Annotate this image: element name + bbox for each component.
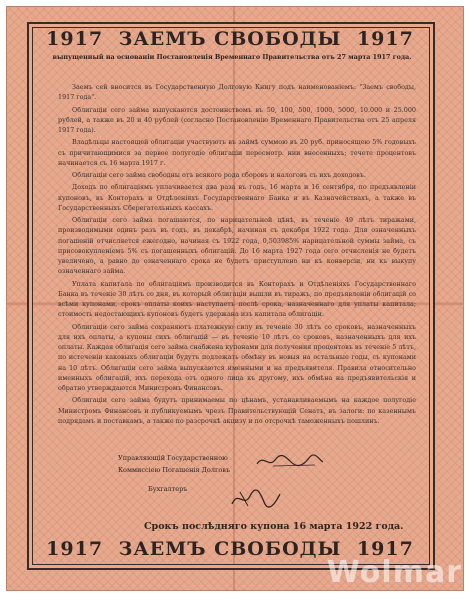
paragraph-2: Облигаціи сего займа выпускаются достоинствомъ въ 50, 100, 500, 1000, 5000, 10.000 и 25.000 рублей, а также въ 20 и 40 рублей (согласно Постановленію Временнаго Правительства отъ 25 апреля 1917 года).: [58, 105, 416, 134]
signature-label-commission: Коммиссіею Погашенія Долговъ: [118, 466, 231, 475]
footer-year-right: 1917: [356, 538, 414, 560]
paragraph-9: Облигаціи сего займа будутъ принимаемы по цѣнамъ, устанавливаемымъ на каждое полугодіе Министромъ Финансовъ и публикуемымъ чрезъ Правительствующій Сенатъ, въ залоги: по казеннымъ подрядамъ и поставкамъ, а также по разсрочкѣ акцизу и по отсрочкѣ таможенныхъ пошлинъ.: [58, 396, 416, 425]
paragraph-1: Заемъ сей вносится въ Государственную Долговую Книгу подъ наименованіемъ: "Заемъ свободы, 1917 года".: [58, 83, 416, 102]
paragraph-8: Облигаціи сего займа сохраняютъ платежную силу въ теченіе 30 лѣтъ со сроковъ, назначенныхъ для ихъ оплаты, а купоны сихъ облигацій — въ теченіе 10 лѣтъ со сроковъ, назначенныхъ для ихъ оплаты. Каждая облигація сего займа снабжена купонами для получения процентовъ въ теченіе 5 лѣтъ, по истеченіи каковыхъ облигаціи будутъ подлежать обмѣну въ новыя на остальные годы, съ купонами на 10 лѣтъ. Облигаціи сего займа выпускаются именными и на предъявителя. Правила относительно именныхъ облигацій, ихъ перехода отъ одного лица къ другому, ихъ обмѣна на предъявительскія и обратно утверждаются Министромъ Финансовъ.: [58, 322, 416, 392]
paragraph-3: Владѣльцы настоящей облигаціи участвуютъ въ займѣ суммою въ 20 руб. приносящею 5% годовыхъ съ причитающимися за первое полугодіе облигаціи пересмотр. нии внесенныхъ; течете процентовъ начинается съ 16 марта 1917 г.: [58, 138, 416, 167]
footer-year-left: 1917: [46, 538, 104, 560]
bond-terms-text: [58, 82, 416, 428]
header-subtitle: выпущенный на основаніи Постановленія Временнаго Правительства отъ 27 марта 1917 года.: [52, 53, 412, 61]
paragraph-6: Облигаціи сего займа погашаются, по нарицательной цѣнѣ, въ теченіе 49 лѣтъ тиражами, производимыми одинъ разъ въ годъ, въ декабрѣ, начиная съ декабря 1922 года. Для означенныхъ погашеній отчисляется ежегодно, начиная съ 1922 года, 0,503985% нарицательной суммы займа, съ присовокупленіемъ 5% съ погашенныхъ облигацій. До 16 марта 1927 года сего отчисленія не будетъ увеличено, а равно до означеннаго срока не будетъ приступлено ни къ конверсіи, ни къ выкупу означеннаго займа.: [58, 216, 416, 276]
coupon-deadline: Срокъ послѣдняго купона 16 марта 1922 года.: [144, 521, 404, 532]
signature-label-manager: Управляющій Государственною: [118, 454, 228, 462]
paragraph-7: Уплата капитала по облигаціямъ производится въ Конторахъ и Отдѣленіяхъ Государственнаго Банка въ теченіе 30 лѣтъ со дня, въ который облигаціи вышли въ тиражъ, по предъявленіи облигацій со всѣми купонами, срокъ оплаты коихъ наступаетъ послѣ срока, назначеннаго для уплаты капитала; стоимость недостающихъ купоновъ будетъ удержана изъ капитала облигаціи.: [58, 279, 416, 319]
accountant-signature: [228, 486, 284, 510]
header-title: ЗАЕМЪ СВОБОДЫ: [118, 28, 342, 50]
bond-header: [38, 28, 422, 50]
header-year-right: 1917: [356, 28, 414, 50]
paragraph-4: Облигаціи сего займа свободны отъ всякого рода сборовъ и налоговъ съ ихъ доходовъ.: [72, 171, 366, 179]
watermark: Wolmar: [326, 555, 462, 590]
footer-title: ЗАЕМЪ СВОБОДЫ: [118, 538, 342, 560]
manager-signature: [255, 452, 325, 470]
signature-label-accountant: Бухгалтеръ: [148, 485, 188, 494]
header-year-left: 1917: [46, 28, 104, 50]
signature-labels: [118, 453, 230, 496]
paragraph-5: Доходъ по облигаціямъ уплачивается два раза въ годъ, 16 марта и 16 сентября, по предъявленіи купоновъ, въ Конторахъ и Отдѣленіяхъ Государственнаго Банка и въ Казначействахъ, а также въ Государственныхъ Сберегательныхъ кассахъ.: [58, 183, 416, 212]
